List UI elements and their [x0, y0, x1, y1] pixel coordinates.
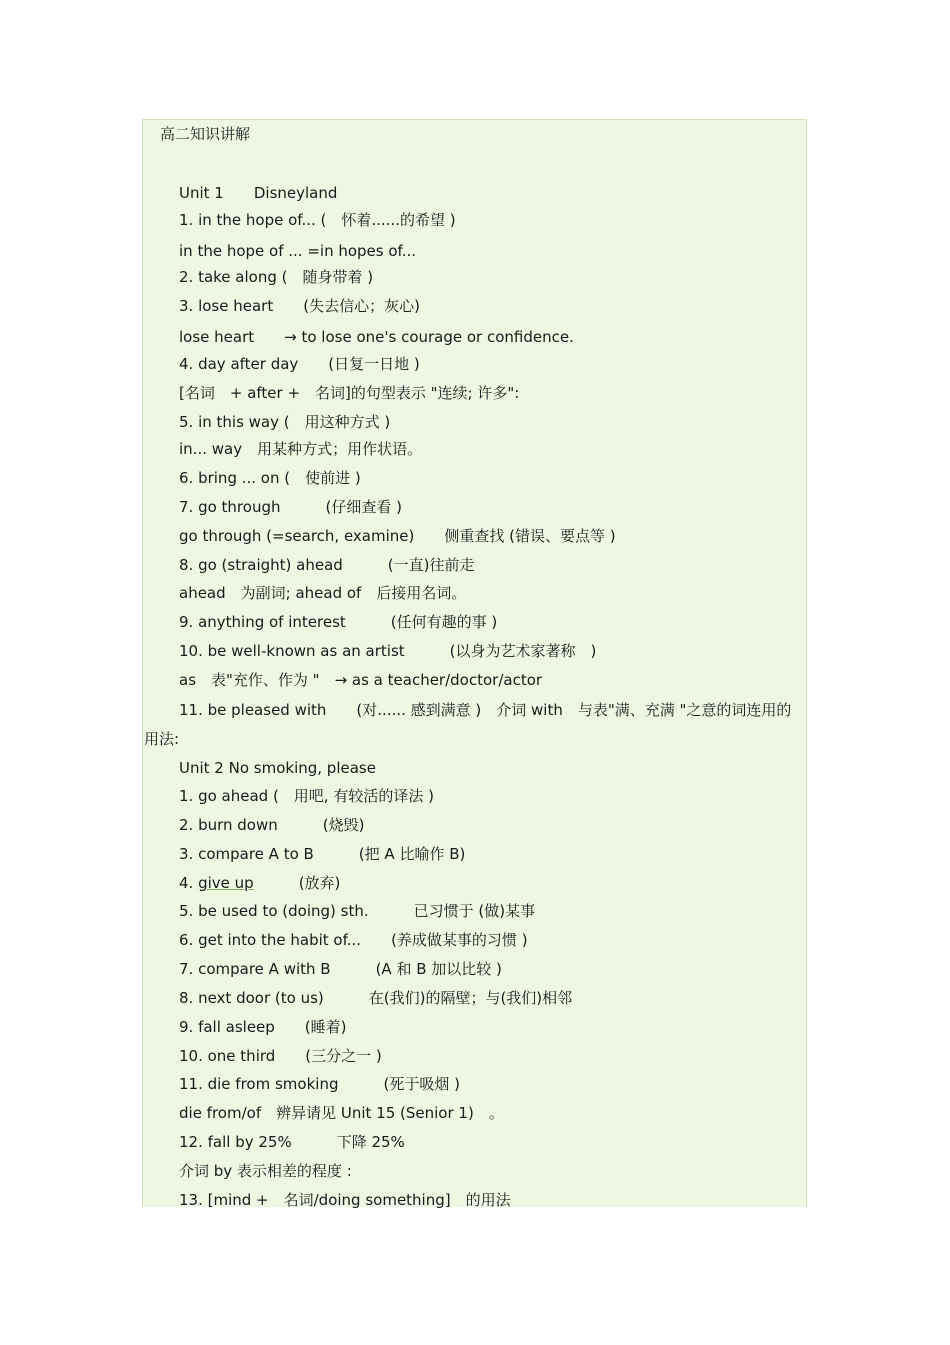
phrase-item: 8. next door (to us) 在(我们)的隔壁；与(我们)相邻 — [179, 989, 573, 1007]
phrase-item: 2. take along ( 随身带着 ) — [179, 268, 374, 286]
phrase-item: 5. in this way ( 用这种方式 ) — [179, 413, 391, 431]
phrase-note-continued: 用法: — [144, 730, 180, 748]
phrase-item: 10. one third (三分之一 ) — [179, 1047, 382, 1065]
phrase-note: as 表"充作、作为 " → as a teacher/doctor/actor — [179, 671, 543, 689]
phrase-item: 11. be pleased with (对...... 感到满意 ) 介词 with 与表"满、充满 "之意的词连用的 — [179, 701, 792, 719]
phrase-note: go through (=search, examine) 侧重查找 (错误、要点等 ) — [179, 527, 616, 545]
phrase-note: lose heart → to lose one's courage or confidence. — [179, 328, 574, 346]
phrase-item: 9. anything of interest (任何有趣的事 ) — [179, 613, 498, 631]
phrase-item: 11. die from smoking (死于吸烟 ) — [179, 1075, 460, 1093]
phrase-item: 13. [mind + 名词/doing something] 的用法 — [179, 1191, 511, 1209]
phrase-item: 10. be well-known as an artist (以身为艺术家著称 ) — [179, 642, 597, 660]
phrase-item: 1. in the hope of... ( 怀着......的希望 ) — [179, 211, 456, 229]
phrase-note: 介词 by 表示相差的程度 : — [179, 1162, 352, 1180]
unit-heading: Unit 2 No smoking, please — [179, 759, 376, 777]
phrase-item: 9. fall asleep (睡着) — [179, 1018, 347, 1036]
phrase-item: 2. burn down (烧毁) — [179, 816, 365, 834]
phrase-note: in the hope of ... =in hopes of... — [179, 242, 417, 260]
give-up-phrase: give up — [198, 874, 254, 892]
phrase-note: in... way 用某种方式；用作状语。 — [179, 440, 423, 458]
phrase-note: ahead 为副词; ahead of 后接用名词。 — [179, 584, 467, 602]
phrase-item: 4. day after day (日复一日地 ) — [179, 355, 420, 373]
phrase-item — [179, 873, 340, 893]
phrase-item: 3. compare A to B (把 A 比喻作 B) — [179, 845, 466, 863]
phrase-item: 3. lose heart (失去信心；灰心) — [179, 297, 420, 315]
phrase-item: 12. fall by 25% 下降 25% — [179, 1133, 405, 1151]
phrase-note: [名词 + after + 名词]的句型表示 "连续; 许多": — [179, 384, 520, 402]
unit-heading: Unit 1 Disneyland — [179, 184, 338, 202]
give-up-text: 4. give up (放弃) — [179, 874, 341, 892]
phrase-item: 7. go through (仔细查看 ) — [179, 498, 402, 516]
phrase-item: 6. bring ... on ( 使前进 ) — [179, 469, 361, 487]
document-title: 高二知识讲解 — [160, 125, 251, 143]
phrase-item: 5. be used to (doing) sth. 已习惯于 (做)某事 — [179, 902, 536, 920]
phrase-item: 7. compare A with B (A 和 B 加以比较 ) — [179, 960, 502, 978]
phrase-item: 8. go (straight) ahead (一直)往前走 — [179, 556, 475, 574]
phrase-item: 1. go ahead ( 用吧, 有较活的译法 ) — [179, 787, 434, 805]
phrase-item: 6. get into the habit of... (养成做某事的习惯 ) — [179, 931, 528, 949]
phrase-note: die from/of 辨异请见 Unit 15 (Senior 1) 。 — [179, 1104, 504, 1122]
